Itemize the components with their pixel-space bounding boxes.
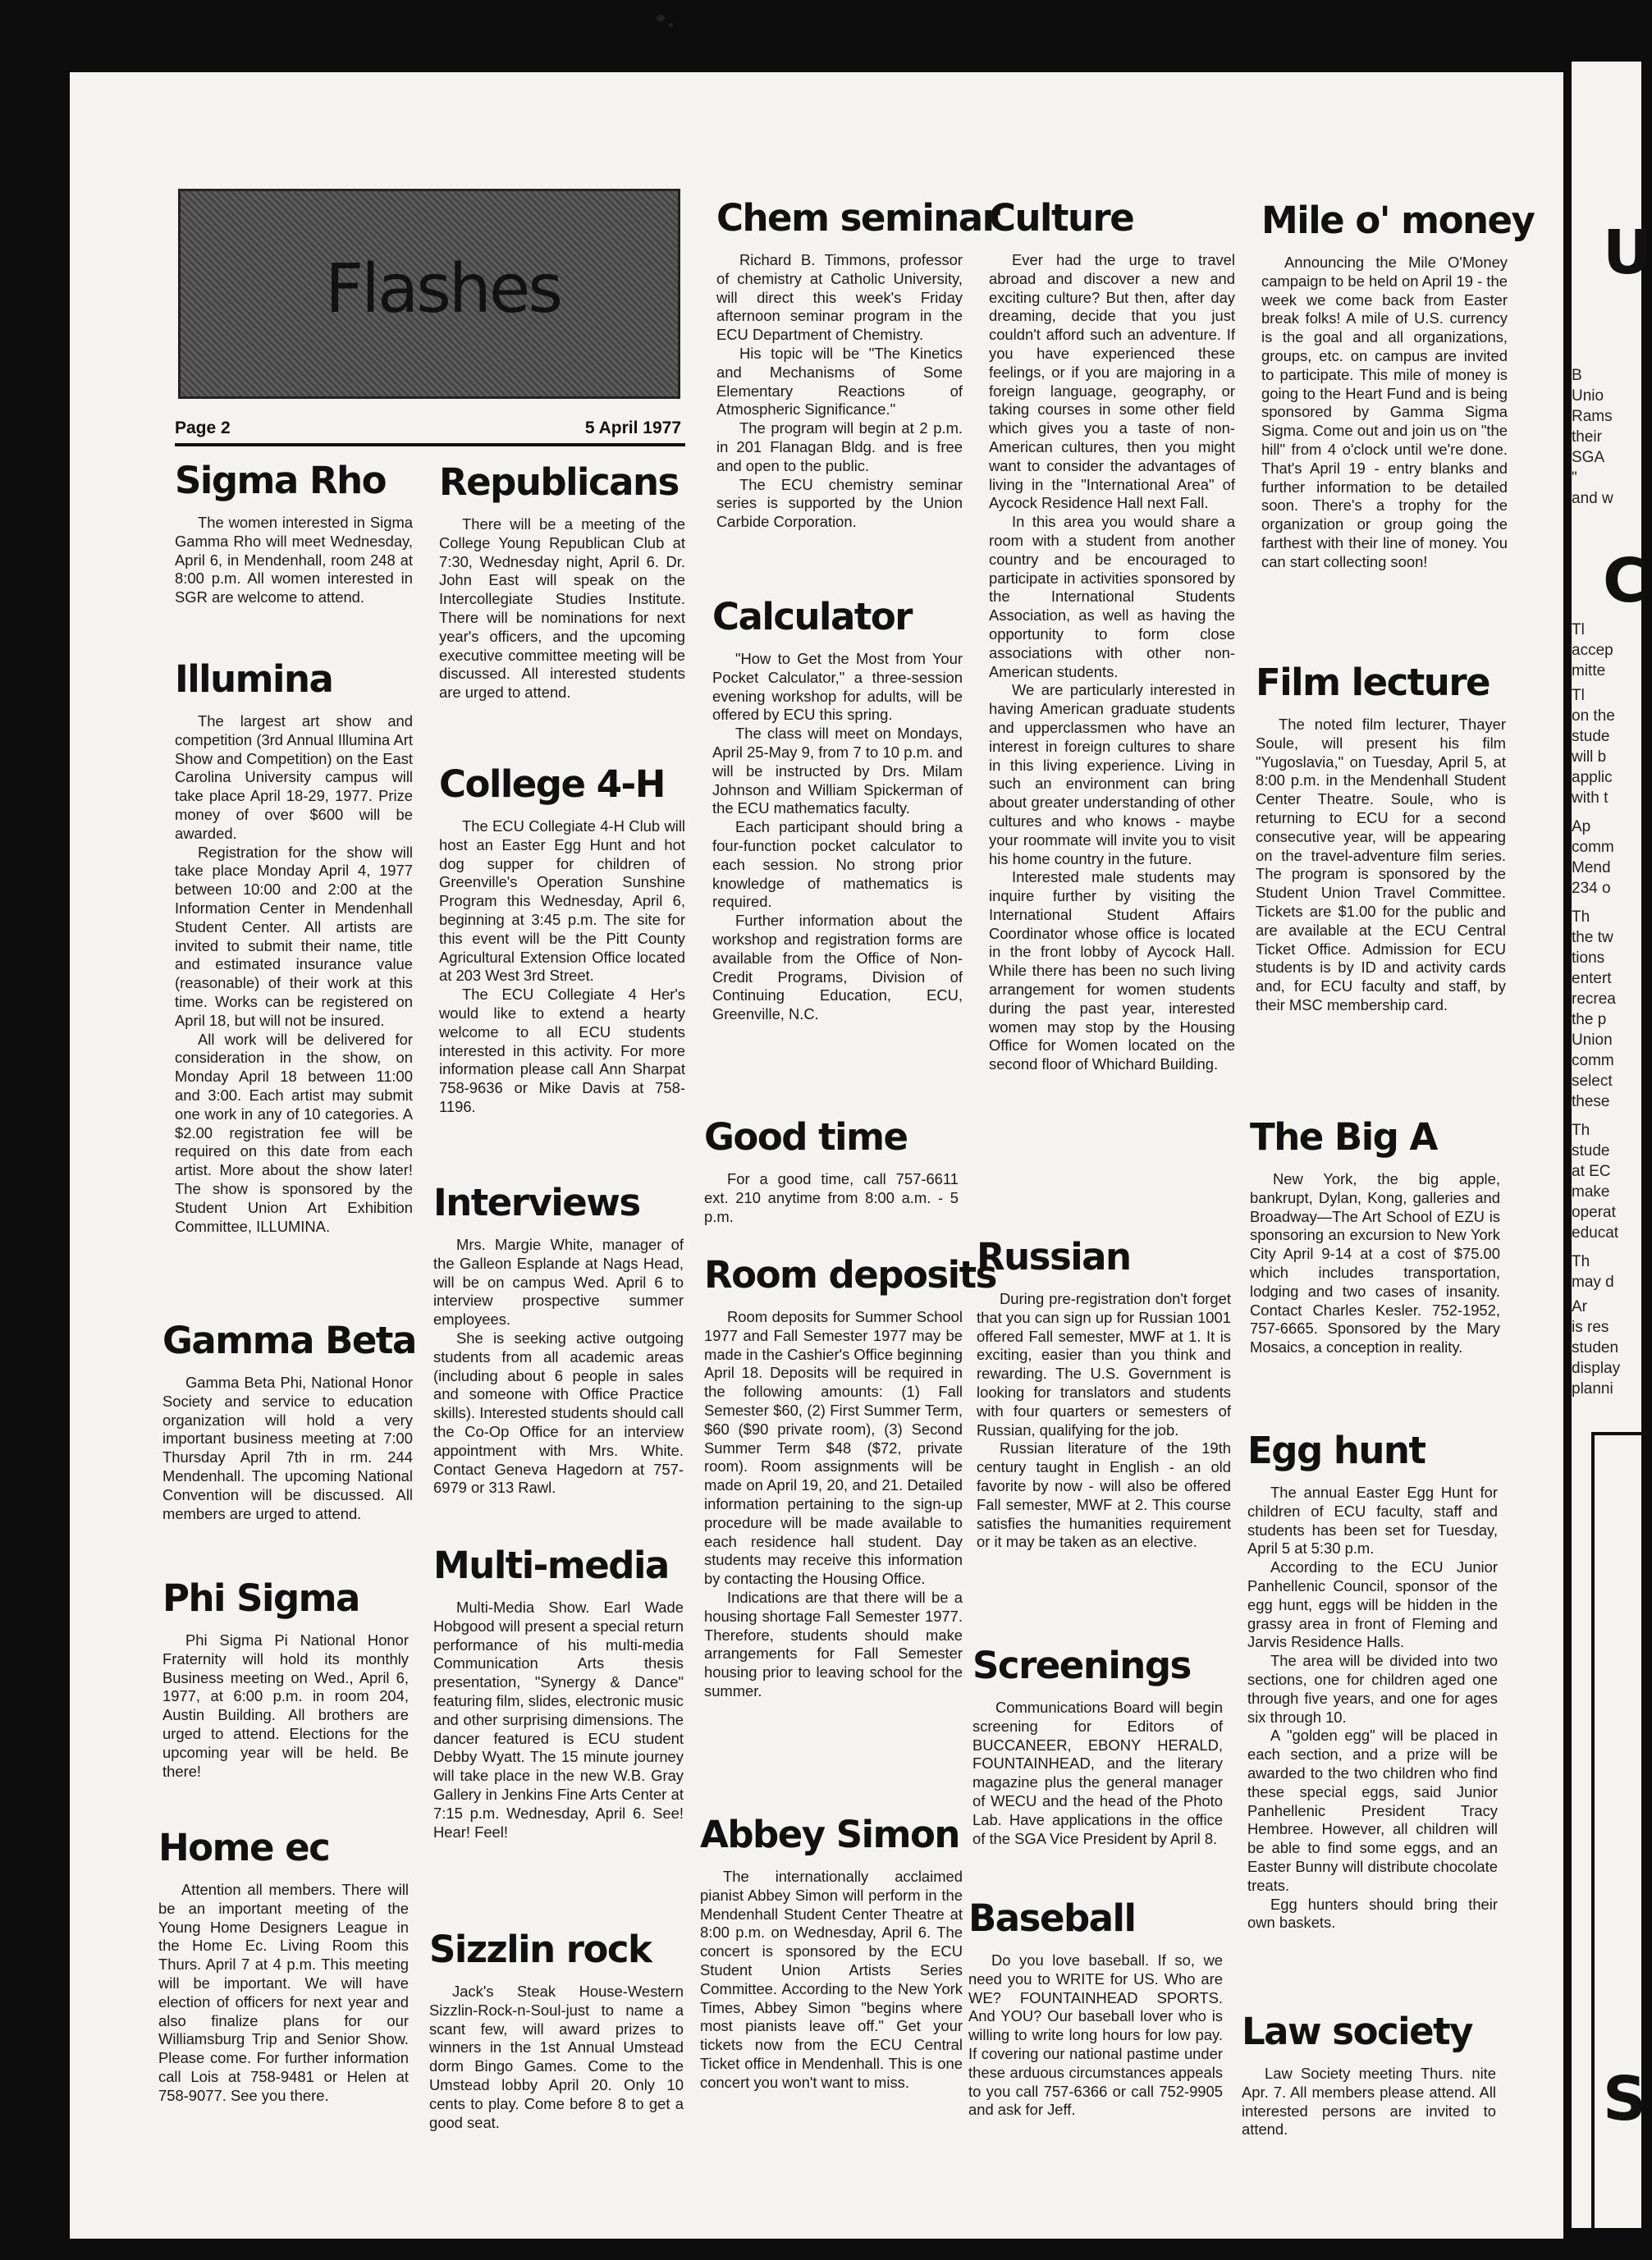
header-rule [175, 443, 685, 446]
paragraph: According to the ECU Junior Panhellenic Council, sponsor of the egg hunt, eggs will be hidden in the grassy area in front of Fleming and Jarvis Residence Halls. [1247, 1558, 1498, 1651]
fragment-line: operat [1572, 1204, 1616, 1221]
paragraph: Russian literature of the 19th century taught in English - an old favorite by now - will also be offered Fall semester, MWF at 2. This course satisfies the humanities requirement or it may be taken as an elective. [977, 1439, 1231, 1551]
fragment-line: Tl [1572, 621, 1585, 638]
masthead-title: Flashes [325, 250, 561, 328]
paragraph: The ECU Collegiate 4 Her's would like to extend a hearty welcome to all ECU students interested in this activity. For more information please call Ann Sharpat 758-9636 or Mike Davis at 758-1196. [439, 986, 685, 1115]
page-number: Page 2 [175, 419, 231, 437]
paragraph: Egg hunters should bring their own baskets. [1247, 1895, 1498, 1932]
article-sigma-rho [175, 460, 413, 607]
article-good-time [704, 1116, 959, 1226]
headline: Good time [704, 1115, 908, 1159]
headline: Baseball [968, 1896, 1136, 1940]
fragment-line: make [1572, 1183, 1610, 1201]
fragment-line: at EC [1572, 1163, 1611, 1180]
headline: Illumina [175, 657, 333, 701]
headline: Republicans [439, 460, 679, 504]
fragment-line: educat [1572, 1224, 1619, 1242]
adjacent-page-fragment [1572, 62, 1652, 2228]
article-film-lecture [1256, 661, 1506, 1015]
article-calculator [712, 596, 963, 1024]
headline: Chem seminar [716, 196, 1000, 240]
fragment-line: applic [1572, 769, 1613, 786]
paragraph: Do you love baseball. If so, we need you to WRITE for US. Who are WE? FOUNTAINHEAD SPORTS. And YOU? Our baseball lover who is willing to write long hours for low pay. If covering our national pastime under these arduous circumstances appeals to you call 757-6366 or call 752-9905 and ask for Jeff. [968, 1951, 1223, 2119]
paragraph: For a good time, call 757-6611 ext. 210 anytime from 8:00 a.m. - 5 p.m. [704, 1170, 959, 1225]
fragment-line: Unio [1572, 387, 1604, 405]
paragraph: Registration for the show will take place Monday April 4, 1977 between 10:00 and 2:00 at the Information Center in Mendenhall Student Center. All artists are invited to submit their name, title and estimated insurance value (reasonable) of their work at this time. Works can be registered on April 18, but will not be insured. [175, 843, 413, 1029]
fragment-line: recrea [1572, 990, 1616, 1008]
article-russian [977, 1236, 1231, 1552]
fragment-line: these [1572, 1093, 1610, 1110]
paragraph: There will be a meeting of the College Young Republican Club at 7:30, Wednesday night, April 6. Dr. John East will speak on the Intercollegiate Studies Institute. There will be nominations for next year's officers, and the upcoming executive committee meeting will be discussed. All interested students are urged to attend. [439, 515, 685, 702]
article-phi-sigma [162, 1577, 409, 1781]
paragraph: Announcing the Mile O'Money campaign to be held on April 19 - the week we come back from Easter break folks! A mile of U.S. currency is the goal and all organizations, groups, etc. on campus are invited to participate. This mile of money is going to the Heart Fund and is being sponsored by Gamma Sigma Sigma. Come out and join us on "the hill" from 4 o'clock until we're done. That's April 19 - entry blanks and further information to be detailed soon. There's a trophy for the organization or group going the farthest with their line of money. You can start collecting soon! [1261, 254, 1508, 570]
paragraph: Attention all members. There will be an important meeting of the Young Home Designers League in the Home Ec. Living Room this Thurs. April 7 at 4 p.m. This meeting will be important. We will have election of officers for next year and also finalize plans for our Williamsburg Trip and Senior Show. Please come. For further information call Lois at 758-9481 or Helen at 758-9077. See you there. [158, 1881, 409, 2104]
paragraph: Further information about the workshop and registration forms are available from the Office of Non-Credit Programs, Division of Continuing Education, ECU, Greenville, N.C. [712, 912, 963, 1023]
paragraph: The internationally acclaimed pianist Abbey Simon will perform in the Mendenhall Student Center Theatre at 8:00 p.m. on Wednesday, April 6. The concert is sponsored by the ECU Student Union Artists Series Committee. According to the New York Times, Abbey Simon "begins where most pianists leave off." Get your tickets now from the ECU Central Ticket office in Mendenhall. This is one concert you won't want to miss. [700, 1868, 963, 2091]
fragment-line: Ap [1572, 818, 1591, 835]
paragraph: Gamma Beta Phi, National Honor Society and service to education organization will hold a very important business meeting at 7:00 Thursday April 7th in rm. 244 Mendenhall. The upcoming National Convention will be discussed. All members are urged to attend. [162, 1374, 413, 1522]
paragraph: A "golden egg" will be placed in each section, and a prize will be awarded to the two children who find these special eggs, said Junior Panhellenic President Tracy Hembree. However, all children will be able to find some eggs, and an Easter Bunny will distribute chocolate treats. [1247, 1727, 1498, 1894]
fragment-line: Ar [1572, 1298, 1587, 1315]
fragment-box-top [1591, 1432, 1649, 1435]
headline: Gamma Beta [162, 1319, 416, 1362]
article-egg-hunt [1247, 1430, 1498, 1933]
paragraph: Richard B. Timmons, professor of chemistry at Catholic University, will direct this week's Friday afternoon seminar program in the ECU Department of Chemistry. [716, 251, 963, 344]
headline: Home ec [158, 1826, 330, 1869]
headline: Sigma Rho [175, 459, 387, 502]
article-multimedia [433, 1544, 684, 1841]
headline: Mile o' money [1261, 199, 1535, 242]
fragment-line: their [1572, 428, 1602, 446]
fragment-line: " [1572, 469, 1577, 487]
article-room-deposits [704, 1253, 996, 1701]
page-info-bar [175, 419, 681, 441]
paragraph: Ever had the urge to travel abroad and discover a new and exciting culture? But then, after day dreaming, decide that you just couldn't afford such an adventure. If you have experienced these feelings, or if you are majoring in a foreign language, geography, or taking courses in some other field which gives you a taste of non-American cultures, then you might want to consider the advantages of living in the "International Area" of Aycock Residence Hall next Fall. [989, 251, 1235, 512]
paragraph: Room deposits for Summer School 1977 and Fall Semester 1977 may be made in the Cashier's Office beginning April 18. Deposits will be required in the following amounts: (1) Fall Semester $60, (2) First Summer Term, $60 ($90 private room), (3) Second Summer Term $48 ($72, private room). Room assignments will be made on April 19, 20, and 21. Detailed information pertaining to the sign-up procedure will be made available to each residence hall student. Day students may receive this information by contacting the Housing Office. [704, 1308, 963, 1588]
fragment-line: will b [1572, 748, 1607, 766]
headline: Film lecture [1256, 661, 1490, 704]
fragment-line: the p [1572, 1011, 1607, 1028]
headline: Russian [977, 1235, 1131, 1279]
paragraph: The area will be divided into two sections, one for children aged one through five years, and one for ages six through 10. [1247, 1652, 1498, 1726]
paragraph: Communications Board will begin screening for Editors of BUCCANEER, EBONY HERALD, FOUNTAINHEAD, and the literary magazine plus the general manager of WECU and the head of the Photo Lab. Have applications in the office of the SGA Vice President by April 8. [972, 1699, 1223, 1847]
fragment-headline-letter: C [1603, 546, 1648, 616]
issue-date: 5 April 1977 [584, 419, 681, 437]
paragraph: The ECU chemistry seminar series is supported by the Union Carbide Corporation. [716, 475, 963, 531]
fragment-line: planni [1572, 1380, 1613, 1398]
fragment-line: entert [1572, 970, 1612, 987]
article-republicans [439, 461, 685, 702]
headline: Screenings [972, 1644, 1191, 1687]
paragraph: The largest art show and competition (3rd Annual Illumina Art Show and Competition) on the East Carolina University campus will take place April 18-29, 1977. Prize money of over $600 will be awarded. [175, 712, 413, 842]
article-mile-money [1261, 199, 1535, 572]
fragment-line: comm [1572, 839, 1614, 856]
paragraph: Jack's Steak House-Western Sizzlin-Rock-n-Soul-just to name a scant few, will award prizes to winners in the 1st Annual Umstead dorm Bingo Games. Come to the Umstead lobby April 20. Only 10 cents to play. Come before 8 to get a good seat. [429, 1983, 684, 2131]
paragraph: The program will begin at 2 p.m. in 201 Flanagan Bldg. and is free and open to the public. [716, 419, 963, 474]
headline: Culture [989, 196, 1134, 240]
paragraph: The women interested in Sigma Gamma Rho will meet Wednesday, April 6, in Mendenhall, room 248 at 8:00 p.m. All women interested in SGR are welcome to attend. [175, 514, 413, 606]
fragment-line: Th [1572, 908, 1590, 926]
fragment-line: Tl [1572, 687, 1585, 704]
headline: Interviews [433, 1181, 640, 1224]
headline: Multi-media [433, 1544, 669, 1587]
fragment-line: the tw [1572, 929, 1613, 946]
fragment-headline-letter: U [1603, 217, 1652, 288]
headline: Phi Sigma [162, 1576, 359, 1620]
paragraph: The noted film lecturer, Thayer Soule, will present his film "Yugoslavia," on Tuesday, April 5, at 8:00 p.m. in the Mendenhall Student Center Theatre. Soule, who is returning to ECU for a second consecutive year, will be appearing on the travel-adventure film series. The program is sponsored by the Student Union Travel Committee. Tickets are $1.00 for the public and are available at the ECU Central Ticket Office. Admission for ECU students is by ID and activity cards and, for ECU faculty and staff, by their MSC membership card. [1256, 716, 1506, 1013]
headline: The Big A [1250, 1115, 1437, 1159]
fragment-line: Th [1572, 1122, 1590, 1139]
paragraph: Indications are that there will be a housing shortage Fall Semester 1977. Therefore, students should make arrangements for Fall Semester housing prior to leaving school for the summer. [704, 1588, 963, 1700]
fragment-line: on the [1572, 707, 1615, 725]
fragment-line: B [1572, 367, 1582, 384]
fragment-line: may d [1572, 1274, 1614, 1291]
article-law-society [1242, 2011, 1496, 2139]
article-chem-seminar [716, 196, 1000, 532]
article-baseball [968, 1897, 1223, 2120]
fragment-line: and w [1572, 490, 1613, 507]
fragment-line: accep [1572, 642, 1613, 659]
article-sizzlin-rock [429, 1928, 684, 2132]
paragraph: During pre-registration don't forget that you can sign up for Russian 1001 offered Fall semester, MWF at 1. It is exciting, easier than you think and rewarding. The U.S. Government is looking for translators and students with four quarters or semesters of Russian, qualifying for the job. [977, 1290, 1231, 1439]
paragraph: In this area you would share a room with a student from another country and be encouraged to participate in activities sponsored by the International Students Association, as well as having the opportunity to form close associations with other non-American students. [989, 513, 1235, 680]
paragraph: New York, the big apple, bankrupt, Dylan, Kong, galleries and Broadway—The Art School of EZU is sponsoring an excursion to New York City April 9-14 at a cost of $75.00 which includes transportation, lodging and two cases of insanity. Contact Charles Kesler. 752-1952, 757-6665. Sponsored by the Mary Mosaics, a conception in reality. [1250, 1170, 1500, 1356]
headline: Room deposits [704, 1253, 996, 1297]
article-illumina [175, 658, 413, 1236]
headline: Calculator [712, 595, 912, 638]
paragraph: Each participant should bring a four-function pocket calculator to each session. No strong prior knowledge of mathematics is required. [712, 818, 963, 911]
paragraph: The ECU Collegiate 4-H Club will host an Easter Egg Hunt and hot dog supper for children of Greenville's Operation Sunshine Program this Wednesday, April 6, beginning at 3:45 p.m. The site for this event will be the Pitt County Agricultural Extension Office located at 203 West 3rd Street. [439, 817, 685, 985]
paragraph: "How to Get the Most from Your Pocket Calculator," a three-session evening workshop for adults, will be offered by ECU this spring. [712, 650, 963, 724]
fragment-line: Union [1572, 1032, 1613, 1049]
fragment-box-side [1591, 1432, 1595, 2228]
paragraph: His topic will be "The Kinetics and Mechanisms of Some Elementary Reactions of Atmospheric Significance." [716, 344, 963, 419]
paragraph: All work will be delivered for consideration in the show, on Monday April 18 between 11:00 and 3:00. Each artist may submit one work in any of 10 categories. A $2.00 registration fee will be required on this date from each artist. More about the show later! The show is sponsored by the Student Union Art Exhibition Committee, ILLUMINA. [175, 1030, 413, 1235]
article-college-4h [439, 763, 685, 1117]
paragraph: She is seeking active outgoing students from all academic areas (including about 6 people in sales and someone with Office Practice skills). Interested students should call the Co-Op Office for an interview appointment with Mrs. White. Contact Geneva Hagedorn at 757-6979 or 313 Rawl. [433, 1329, 684, 1497]
paragraph: Mrs. Margie White, manager of the Galleon Esplande at Nags Head, will be on campus Wed. April 6 to interview prospective summer employees. [433, 1236, 684, 1329]
fragment-line: with t [1572, 789, 1609, 807]
fragment-line: display [1572, 1360, 1621, 1377]
fragment-line: tions [1572, 949, 1605, 967]
headline: Abbey Simon [700, 1813, 959, 1856]
fragment-line: select [1572, 1073, 1613, 1090]
fragment-line: mitte [1572, 662, 1606, 679]
paragraph: Interested male students may inquire further by visiting the International Student Affairs Coordinator whose office is located in the front lobby of Aycock Hall. While there has been no such living arrangement for women students during the past year, interested women may stop by the Housing Office for Women located on the second floor of Whichard Building. [989, 868, 1235, 1073]
fragment-line: Rams [1572, 408, 1613, 425]
paragraph: Phi Sigma Pi National Honor Fraternity will hold its monthly Business meeting on Wed., April 6, 1977, at 6:00 p.m. in room 204, Austin Building. All brothers are urged to attend. Elections for the upcoming year will be held. Be there! [162, 1631, 409, 1780]
fragment-line: SGA [1572, 449, 1605, 466]
paragraph: The annual Easter Egg Hunt for children of ECU faculty, staff and students has been set for Tuesday, April 5 at 5:30 p.m. [1247, 1484, 1498, 1558]
article-home-ec [158, 1827, 409, 2106]
fragment-line: stude [1572, 1142, 1610, 1160]
scan-speck [657, 15, 665, 21]
fragment-line: 234 o [1572, 880, 1611, 897]
article-abbey-simon [700, 1814, 963, 2093]
paragraph: The class will meet on Mondays, April 25-May 9, from 7 to 10 p.m. and will be instructed by Drs. Milam Johnson and William Spickerman of the ECU mathematics faculty. [712, 725, 963, 817]
paragraph: Law Society meeting Thurs. nite Apr. 7. All members please attend. All interested persons are invited to attend. [1242, 2065, 1496, 2139]
headline: College 4-H [439, 762, 665, 806]
paragraph: Multi-Media Show. Earl Wade Hobgood will present a special return performance of his multi-media Communication Arts thesis presentation, "Synergy & Dance" featuring film, slides, electronic music and other surprising dimensions. The dancer featured is ECU student Debby Wyatt. The 15 minute journey will take place in the new W.B. Gray Gallery in Jenkins Fine Arts Center at 7:15 p.m. Wednesday, April 6. See! Hear! Feel! [433, 1599, 684, 1841]
fragment-headline-letter: S [1603, 2064, 1647, 2134]
scan-speck [669, 23, 673, 27]
article-big-a [1250, 1116, 1500, 1357]
headline: Law society [1242, 2010, 1472, 2053]
article-culture [989, 197, 1235, 1074]
article-interviews [433, 1182, 684, 1498]
fragment-line: comm [1572, 1052, 1614, 1069]
headline: Sizzlin rock [429, 1928, 652, 1971]
fragment-line: studen [1572, 1339, 1619, 1356]
fragment-line: is res [1572, 1319, 1609, 1336]
flashes-masthead [178, 189, 680, 399]
paragraph: We are particularly interested in having American graduate students and upperclassmen who have an interest in foreign cultures to share in this living experience. Living in such an environment can bring about greater understanding of other cultures and who knows - maybe your roommate will invite you to visit his home country in the future. [989, 681, 1235, 867]
fragment-line: Th [1572, 1253, 1590, 1270]
article-gamma-beta [162, 1319, 416, 1523]
fragment-line: Mend [1572, 859, 1611, 876]
fragment-line: stude [1572, 728, 1610, 745]
article-screenings [972, 1645, 1223, 1848]
headline: Egg hunt [1247, 1429, 1425, 1472]
